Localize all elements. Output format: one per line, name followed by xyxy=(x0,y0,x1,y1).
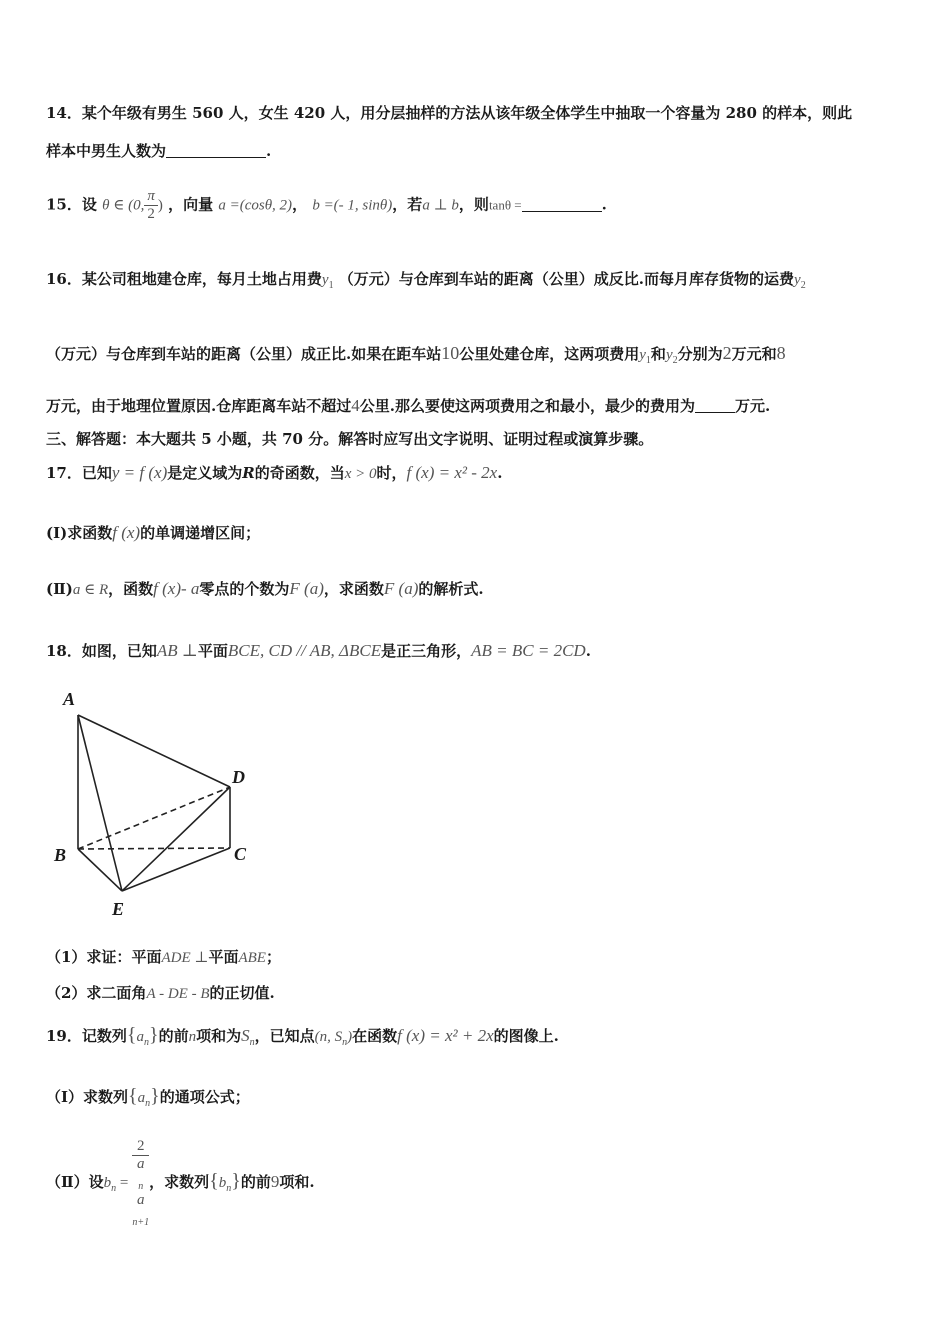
edge-BC xyxy=(78,848,230,849)
edge-ED xyxy=(122,787,230,891)
q16-line1: 16．某公司租地建仓库，每月土地占用费$y_1$ （万元）与仓库到车站的距离（公里）成反比.而每月库存货物的运费$y_2$ xyxy=(46,270,806,291)
q15-line: 15．设 θ ∈ (0, $\frac{\pi}{2}$ ) ，向量 a =(cosθ, 2)， b =(- 1, sinθ)，若a ⊥ b，则tanθ = . xyxy=(46,188,607,222)
label-B: B xyxy=(54,845,67,865)
answer-blank[interactable] xyxy=(695,398,735,413)
q19-line: 19．记数列$\{a_n\}$的前n项和为$S_n$，已知点(n, $S_n$)在函数f (x) = x² + 2x的图像上. xyxy=(46,1024,559,1048)
answer-blank[interactable] xyxy=(166,143,266,158)
q18-part1: （1）求证：平面ADE ⊥平面ABE； xyxy=(46,948,281,966)
q17-part2: (Ⅱ)a ∈ R，函数f (x)- a零点的个数为F (a)，求函数F (a)的解析式. xyxy=(46,579,484,598)
q14-line1: 14．某个年级有男生 560 人，女生 420 人，用分层抽样的方法从该年级全体学生中抽取一个容量为 280 的样本，则此 xyxy=(46,104,853,122)
q18-line: 18．如图，已知AB ⊥平面BCE, CD // AB, ΔBCE是正三角形，AB = BC = 2CD. xyxy=(46,641,591,660)
q18-part2: （2）求二面角A - DE - B的正切值. xyxy=(46,984,275,1002)
q19-part2: （Ⅱ）设$b_n$ = 2 a $_n$ a $_{n+1}$ ，求数列$\{b_n\}$的前9项和. xyxy=(46,1138,315,1228)
label-C: C xyxy=(234,844,247,864)
section-heading: 三、解答题：本大题共 5 小题，共 70 分。解答时应写出文字说明、证明过程或演算步骤。 xyxy=(46,430,654,448)
pi-over-2: $\frac{\pi}{2}$ xyxy=(144,188,158,223)
q16-line3: 万元，由于地理位置原因.仓库距离车站不超过4公里.那么要使这两项费用之和最小，最少的费用为 万元. xyxy=(46,396,771,415)
pyramid-figure xyxy=(48,685,268,920)
q14-line2: 样本中男生人数为 . xyxy=(46,142,272,160)
label-D: D xyxy=(232,767,245,787)
edge-BE xyxy=(78,849,122,891)
bn-fraction: 2 a $_n$ a $_{n+1}$ xyxy=(132,1138,150,1228)
answer-blank[interactable] xyxy=(522,197,602,212)
edge-AE xyxy=(78,715,122,891)
label-A: A xyxy=(63,689,76,709)
label-E: E xyxy=(112,899,125,919)
q16-line2: （万元）与仓库到车站的距离（公里）成正比.如果在距车站10公里处建仓库，这两项费用$y_1$和$y_2$分别为2万元和8 xyxy=(46,343,786,366)
edge-EC xyxy=(122,848,230,891)
edge-BD xyxy=(78,787,230,849)
q17-line: 17．已知y = f (x)是定义域为R的奇函数，当x > 0时，f (x) = x² - 2x. xyxy=(46,463,503,482)
q19-part1: （Ⅰ）求数列$\{a_n\}$的通项公式； xyxy=(46,1085,250,1109)
q17-part1: (Ⅰ)求函数f (x)的单调递增区间； xyxy=(46,523,261,542)
edge-AD xyxy=(78,715,230,787)
